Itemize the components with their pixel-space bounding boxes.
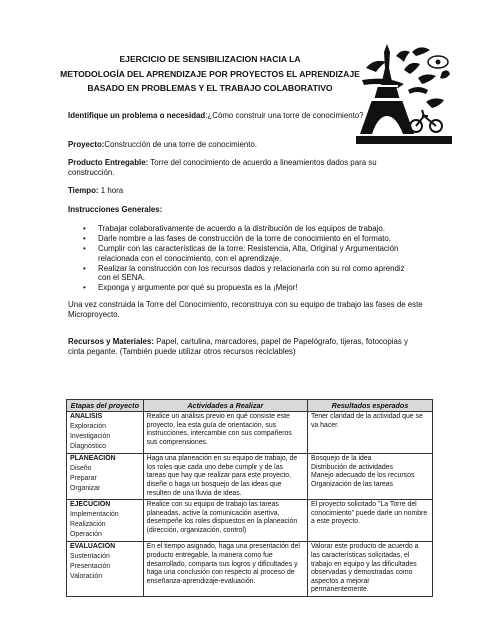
stage-step: Realización: [70, 520, 106, 528]
activity-cell: Haga una planeación en su equipo de trabajo, de los roles que cada uno debe cumplir y de las tareas que hay que realizar para este proyecto, diseñe o haga un bosquejo de las ideas que resulten de una lluvia de ideas.: [143, 454, 307, 500]
table-row: [67, 412, 433, 454]
stage-step: Valoración: [70, 573, 103, 581]
stage-cell: [67, 500, 144, 542]
stage-title: PLANEACIÓN: [70, 455, 116, 463]
project-label: Proyecto:: [68, 140, 105, 149]
stage-step: Organizar: [70, 485, 101, 493]
result-cell: Valorar este producto de acuerdo a las características solicitadas, el trabajo en equipo y las dificultades observadas y demostradas como aspectos a mejorar permanentemente.: [307, 542, 432, 597]
list-item: • Realizar la construcción con los recursos dados y relacionarla con su rol como aprendiz con el SENA.: [83, 263, 405, 282]
time-paragraph: [68, 186, 408, 196]
activity-cell: Realice con su equipo de trabajo las tareas planeadas, active la comunicación asertiva, desempeñe los roles dispuestos en la planeación (dirección, organización, control): [143, 500, 307, 542]
table-row: [67, 454, 433, 500]
list-item: • Cumplir con las características de la torre: Resistencia, Alta, Original y Argumentación relacionada con el conocimiento, con el aprendizaje.: [83, 244, 399, 263]
stage-step: Preparar: [70, 475, 97, 482]
project-text: Construcción de una torre de conocimiento.: [104, 140, 258, 149]
stage-step: Diagnóstico: [70, 443, 107, 450]
stage-step: Implementación: [70, 510, 119, 518]
problem-label: Identifique un problema o necesidad: [68, 111, 206, 120]
stage-cell: [67, 542, 144, 597]
stage-cell: [67, 454, 144, 500]
header-activities: Actividades a Realizar: [143, 400, 307, 412]
header-results: Resultados esperados: [307, 400, 432, 412]
document-title: [60, 52, 360, 96]
header-stages: Etapas del proyecto: [67, 400, 144, 412]
time-label: Tiempo:: [68, 186, 99, 195]
bullet-icon: •: [83, 283, 86, 292]
resources-paragraph: [68, 337, 423, 356]
stage-step: Sustentación: [70, 552, 110, 560]
table-row: [67, 500, 433, 542]
project-paragraph: [68, 140, 408, 150]
list-item: • Exponga y argumente por qué su propuesta es la ¡Mejor!: [83, 283, 298, 292]
list-item: • Trabajar colaborativamente de acuerdo a la distribución de los equipos de trabajo.: [83, 224, 386, 233]
stage-title: EVALUACIÓN: [70, 543, 116, 551]
stage-step: Investigación: [70, 432, 111, 440]
result-cell: El proyecto solicitado "La Torre del conocimiento" puede darle un nombre a este proyecto.: [307, 500, 432, 542]
product-text: Torre del conocimiento de acuerdo a lineamientos dados para su construcción.: [68, 158, 377, 177]
title-line-2: METODOLOGÍA DEL APRENDIZAJE POR PROYECTOS EL APRENDIZAJE: [60, 68, 360, 79]
stage-step: Operación: [70, 531, 102, 539]
resources-label: Recursos y Materiales:: [68, 337, 154, 346]
activity-cell: En el tiempo asignado, haga una presentación del producto entregable, la manera como fue desarrollado, comparta sus logros y dificultades y haga una conclusión con respecto al proceso de enseñanza-aprendizaje-evaluación.: [143, 542, 307, 597]
title-line-3: BASADO EN PROBLEMAS Y EL TRABAJO COLABORATIVO: [87, 83, 333, 93]
closing-paragraph: Una vez construida la Torre del Conocimiento, reconstruya con su equipo de trabajo las fases de este Microproyecto.: [68, 300, 423, 319]
result-cell: Tener claridad de la actividad que se va hacer.: [307, 412, 432, 454]
instructions-label: Instrucciones Generales:: [68, 205, 163, 214]
resources-text: Papel, cartulina, marcadores, papel de Papelógrafo, tijeras, fotocopias y cinta pegante. (También puede utilizar otros recursos reciclables): [68, 337, 408, 356]
stage-cell: [67, 412, 144, 454]
title-line-1: EJERCICIO DE SENSIBILIZACION HACIA LA: [119, 54, 301, 64]
table-header-row: [67, 400, 433, 412]
project-stages-table: [66, 399, 433, 597]
bullet-icon: •: [83, 234, 86, 243]
problem-text: :¿Cómo construir una torre de conocimiento?: [205, 111, 364, 120]
stage-step: Diseño: [70, 464, 92, 472]
bullet-icon: •: [83, 263, 86, 273]
product-paragraph: [68, 158, 408, 177]
table-row: [67, 542, 433, 597]
list-item: • Darle nombre a las fases de construcción de la torre de conocimiento en el formato.: [83, 234, 391, 243]
result-cell: Bosquejo de la idea Distribución de actividades Manejo adecuado de los recursos Organización de las tareas: [307, 454, 432, 500]
bullet-icon: •: [83, 224, 86, 233]
stage-step: Presentación: [70, 563, 111, 571]
eiffel-tower-icon: [356, 38, 452, 144]
stage-title: ANALISIS: [70, 413, 103, 420]
stage-title: EJECUCIÓN: [70, 501, 111, 509]
bullet-icon: •: [83, 244, 86, 253]
activity-cell: Realice un análisis previo en qué consiste este proyecto, lea esta guía de orientación, sus instrucciones, intercambie con sus compañeros sus comprensiones.: [143, 412, 307, 454]
instructions-heading: [68, 205, 408, 215]
time-text: 1 hora: [98, 186, 124, 195]
problem-paragraph: [68, 111, 408, 121]
stage-step: Exploración: [70, 422, 107, 430]
product-label: Producto Entregable:: [68, 158, 149, 167]
instructions-list: [68, 224, 413, 293]
